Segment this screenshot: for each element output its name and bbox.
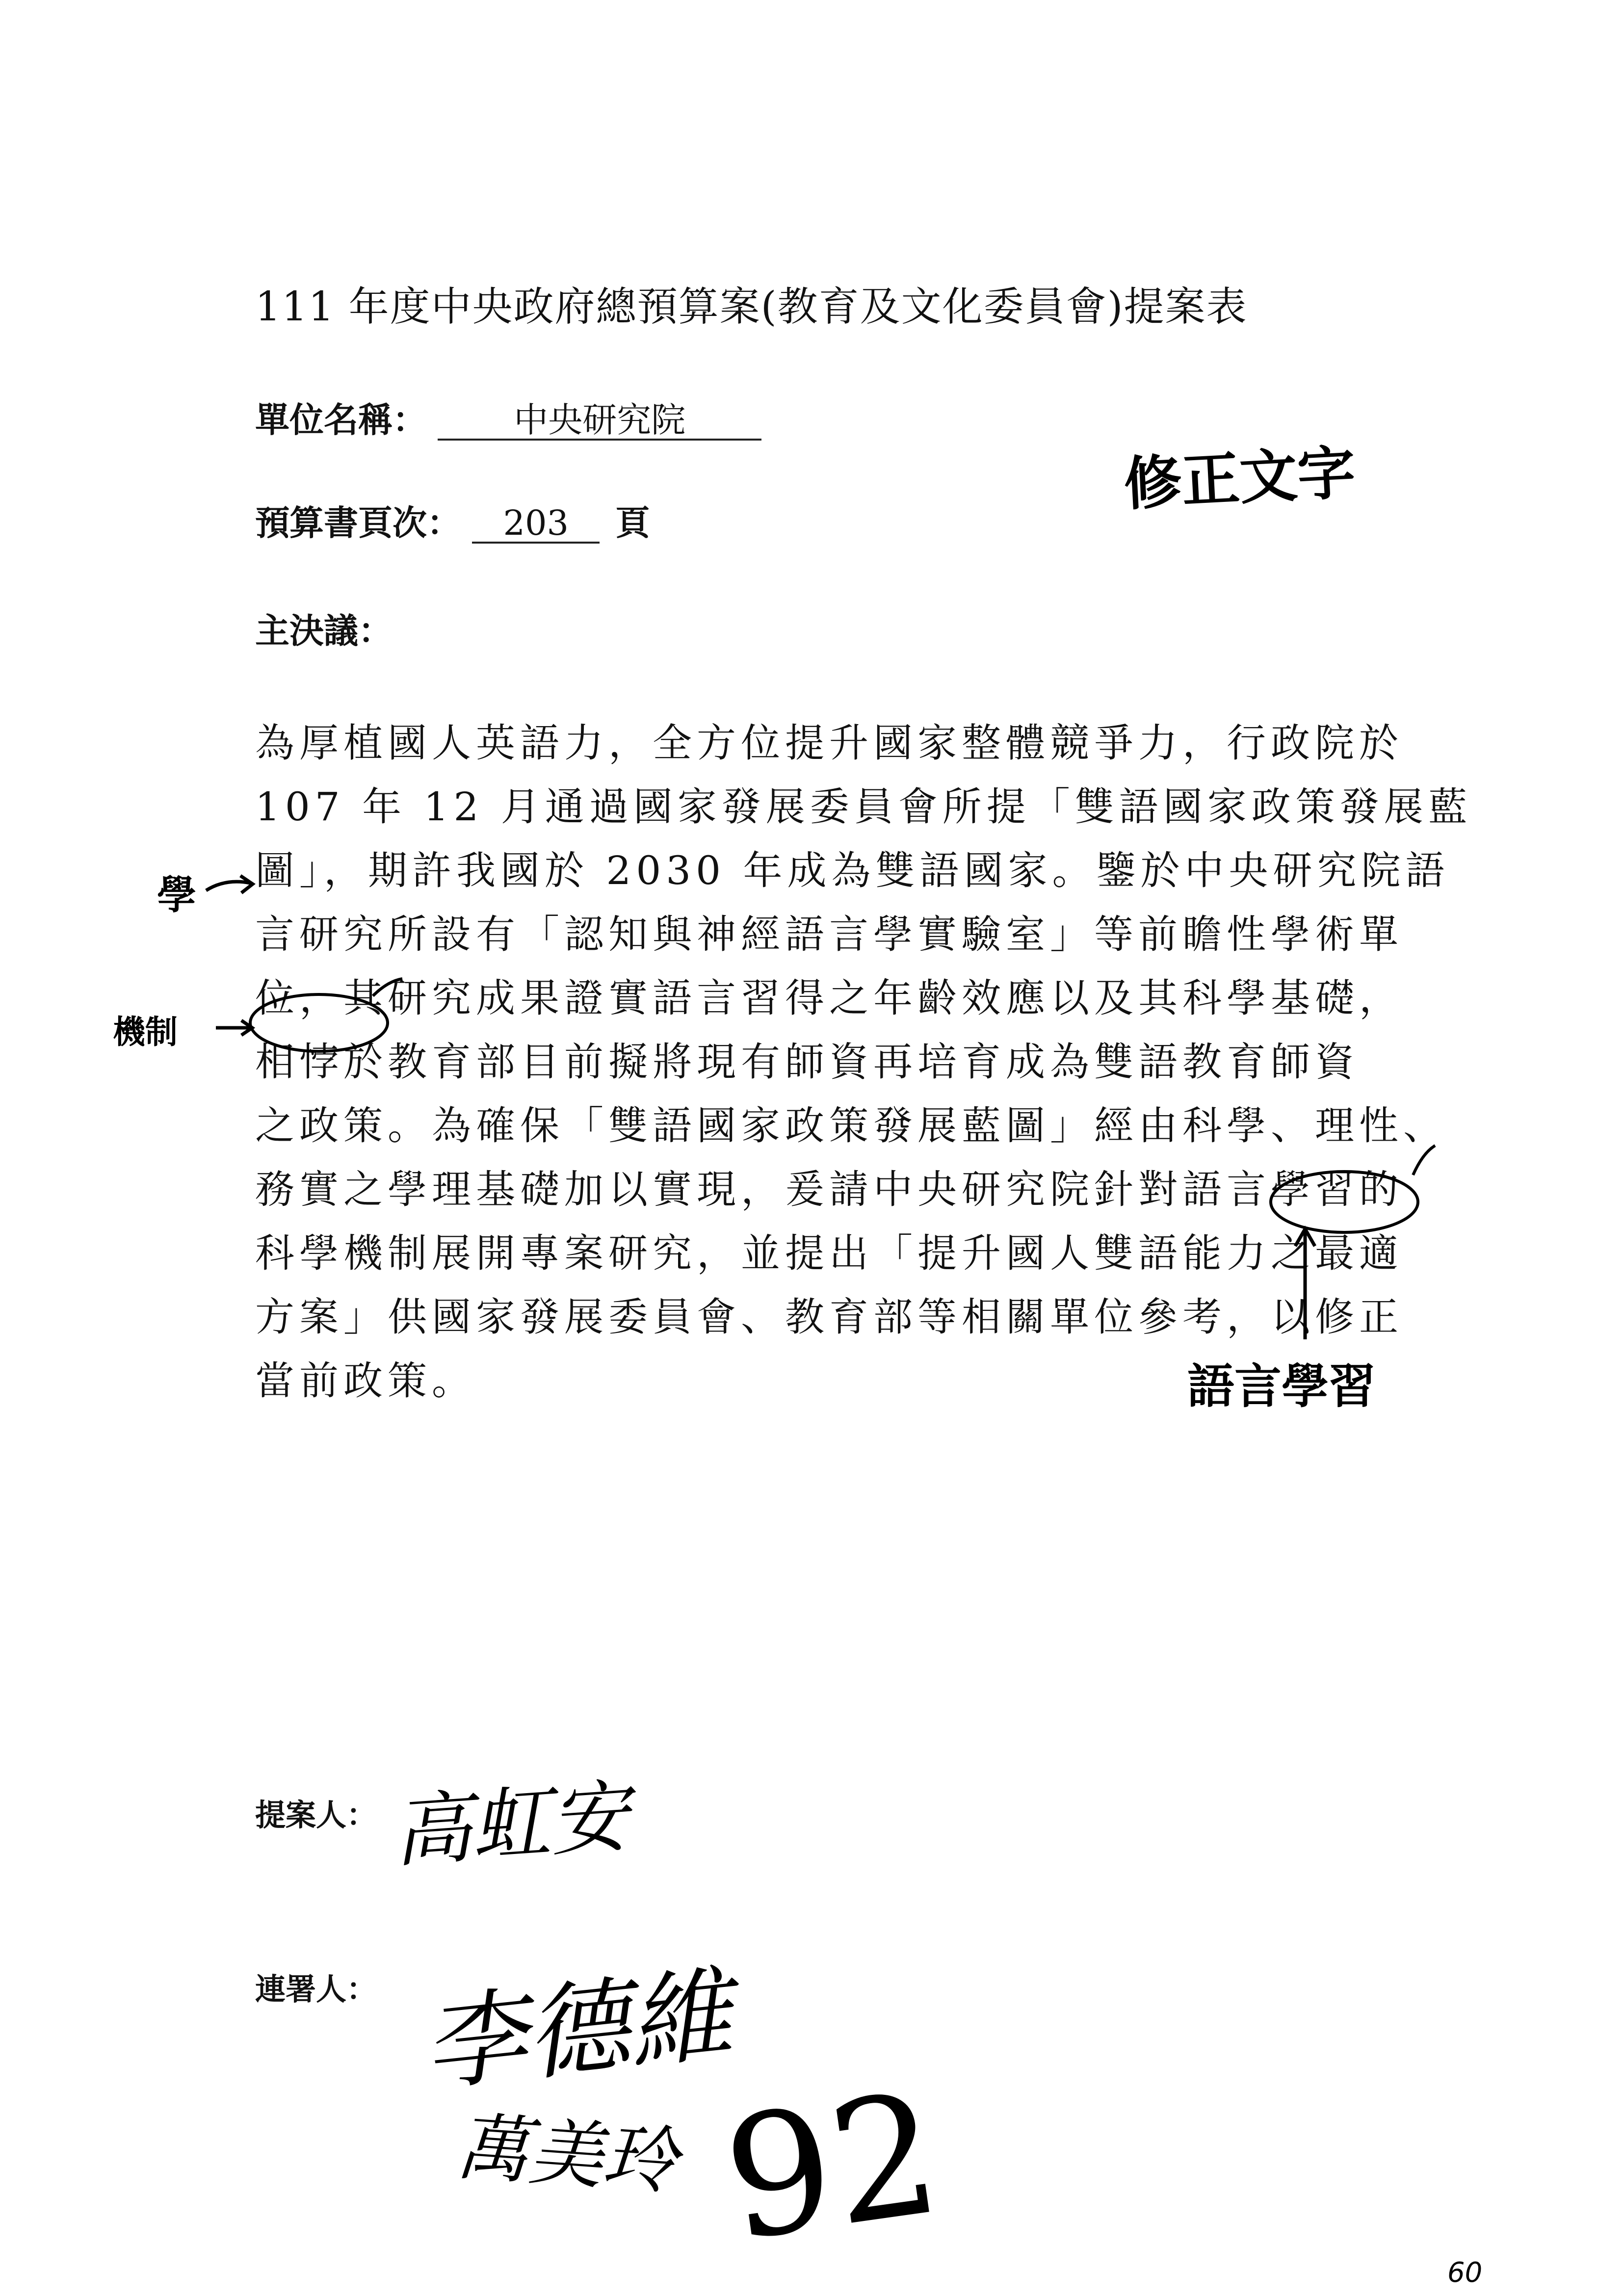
cosigner-count: 92 [713, 2056, 951, 2279]
body-line: 位，其研究成果證實語言習得之年齡效應以及其科學基礎， [255, 975, 1403, 1021]
resolution-label: 主決議： [255, 611, 393, 651]
cosigner-signature: 李德維 [417, 1954, 737, 2107]
cosigner-label: 連署人： [255, 1971, 377, 2007]
insert-arrow-icon [206, 882, 250, 890]
body-line: 相悖於教育部目前擬將現有師資再培育成為雙語教育師資 [255, 1039, 1359, 1085]
resolution-field [255, 603, 393, 653]
unit-field [255, 392, 761, 442]
page-ref-label: 預算書頁次： [255, 503, 461, 543]
body-line: 當前政策。 [255, 1358, 476, 1404]
page-ref-value: 203 [472, 505, 600, 544]
body-line: 107 年 12 月通過國家發展委員會所提「雙語國家政策發展藍 [255, 784, 1472, 830]
handwritten-revision-note: 修正文字 [1122, 438, 1357, 519]
document-title: 111 年度中央政府總預算案(教育及文化委員會)提案表 [255, 284, 1248, 330]
body-line: 務實之學理基礎加以實現，爰請中央研究院針對語言學習的 [255, 1167, 1403, 1212]
handwritten-margin-insert: 機制 [113, 1013, 178, 1051]
body-line: 方案」供國家發展委員會、教育部等相關單位參考，以修正 [255, 1294, 1403, 1340]
cosigner-signature: 萬美玲 [453, 2104, 680, 2205]
handwritten-margin-insert: 學 [157, 872, 196, 918]
handwritten-page-number: 60 [1447, 2257, 1483, 2289]
body-line: 為厚植國人英語力，全方位提升國家整體競爭力，行政院於 [255, 720, 1403, 766]
unit-value: 中央研究院 [438, 402, 761, 441]
page-ref-unit: 頁 [615, 503, 650, 543]
resolution-body [255, 711, 1472, 1413]
handwritten-insert-note: 語言學習 [1187, 1359, 1376, 1414]
body-line: 科學機制展開專案研究，並提出「提升國人雙語能力之最適 [255, 1230, 1403, 1276]
unit-label: 單位名稱： [255, 400, 427, 440]
proposer-signature: 高虹安 [390, 1770, 631, 1879]
proposer-label: 提案人： [255, 1797, 377, 1833]
body-line: 之政策。為確保「雙語國家政策發展藍圖」經由科學、理性、 [255, 1103, 1447, 1148]
page-ref-field [255, 496, 650, 545]
body-line: 言研究所設有「認知與神經語言學實驗室」等前瞻性學術單 [255, 912, 1403, 957]
body-line: 圖」，期許我國於 2030 年成為雙語國家。鑒於中央研究院語 [255, 848, 1450, 893]
